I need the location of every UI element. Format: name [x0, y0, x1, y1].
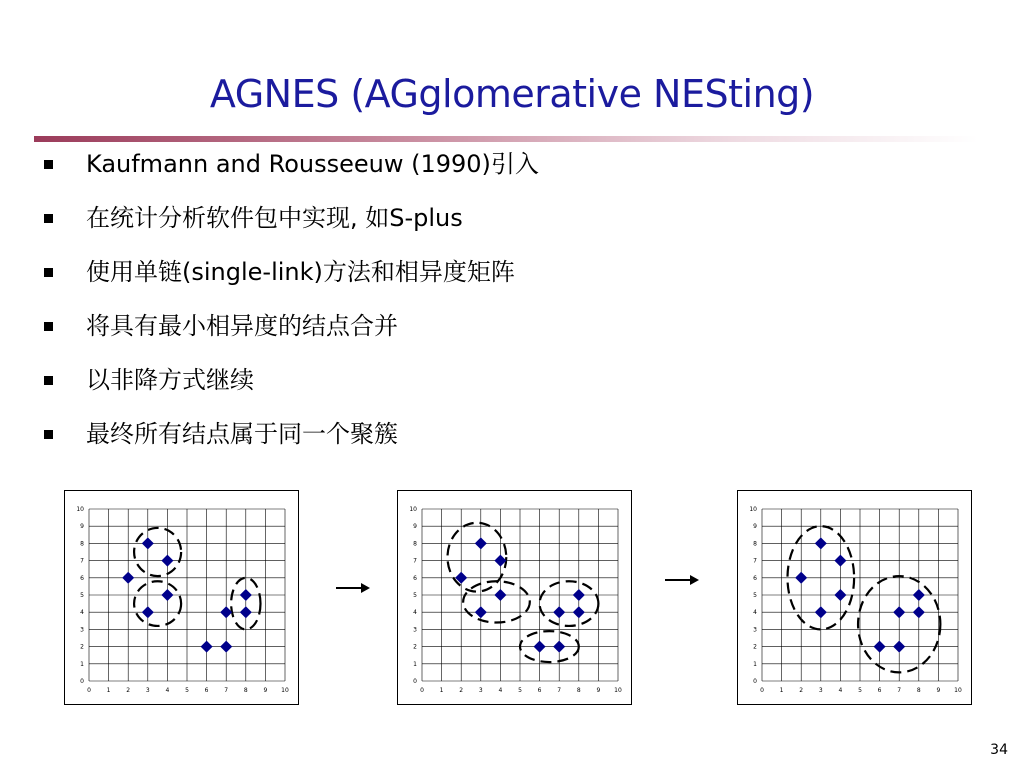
right-arrow-icon: [335, 580, 371, 596]
y-tick-label: 5: [413, 592, 417, 599]
y-tick-label: 10: [76, 506, 84, 513]
y-tick-label: 6: [753, 574, 757, 582]
bullet-text: 以非降方式继续: [86, 366, 254, 394]
slide-title: AGNES (AGglomerative NESting): [209, 72, 815, 116]
x-tick-label: 0: [87, 687, 91, 694]
x-tick-label: 9: [263, 687, 268, 694]
x-tick-label: 9: [596, 687, 601, 694]
data-point: [494, 589, 506, 601]
chart-canvas: [738, 491, 971, 704]
cluster-ellipse: [134, 528, 181, 576]
x-tick-label: 8: [916, 687, 921, 694]
y-tick-label: 6: [413, 574, 417, 582]
data-point: [122, 572, 134, 584]
y-tick-label: 5: [80, 592, 84, 599]
bullet-item: [44, 200, 539, 254]
y-tick-label: 3: [753, 626, 757, 634]
y-tick-label: 0: [80, 678, 84, 685]
x-tick-label: 10: [281, 687, 289, 694]
scatter-chart-step-3: [737, 490, 972, 705]
data-point: [220, 641, 232, 653]
x-tick-label: 1: [439, 687, 444, 694]
bullet-item: [44, 416, 539, 470]
x-tick-label: 2: [126, 687, 131, 694]
data-point: [913, 606, 925, 618]
x-tick-label: 5: [858, 687, 862, 694]
y-tick-label: 0: [413, 678, 417, 685]
cluster-ellipse: [134, 581, 181, 626]
x-tick-label: 0: [420, 687, 424, 694]
y-tick-label: 4: [413, 609, 417, 617]
bullet-item: [44, 254, 539, 308]
y-tick-label: 9: [413, 523, 417, 531]
square-bullet-icon: [44, 214, 53, 223]
y-tick-label: 3: [413, 626, 417, 634]
y-tick-label: 1: [753, 660, 757, 668]
y-tick-label: 1: [413, 660, 417, 668]
data-point: [834, 589, 846, 601]
square-bullet-icon: [44, 430, 53, 439]
y-tick-label: 8: [80, 540, 84, 548]
x-tick-label: 7: [897, 687, 902, 694]
y-tick-label: 2: [413, 643, 417, 651]
x-tick-label: 3: [818, 687, 823, 694]
x-tick-label: 10: [954, 687, 962, 694]
y-tick-label: 8: [753, 540, 757, 548]
y-tick-label: 9: [80, 523, 84, 531]
bullet-text: 在统计分析软件包中实现, 如S-plus: [86, 204, 463, 232]
data-point: [201, 641, 213, 653]
x-tick-label: 7: [557, 687, 562, 694]
data-point: [142, 606, 154, 618]
bullet-text: Kaufmann and Rousseeuw (1990)引入: [86, 150, 539, 178]
x-tick-label: 3: [145, 687, 150, 694]
data-point: [795, 572, 807, 584]
data-point: [142, 537, 154, 549]
scatter-chart-step-2: [397, 490, 632, 705]
data-point: [240, 606, 252, 618]
square-bullet-icon: [44, 268, 53, 277]
y-tick-label: 0: [753, 678, 757, 685]
y-tick-label: 2: [753, 643, 757, 651]
bullet-list: [44, 146, 539, 470]
x-tick-label: 6: [877, 687, 882, 694]
y-tick-label: 9: [753, 523, 757, 531]
bullet-text: 将具有最小相异度的结点合并: [86, 312, 398, 340]
square-bullet-icon: [44, 160, 53, 169]
title-divider: [34, 136, 978, 142]
x-tick-label: 4: [165, 687, 170, 694]
page-number: 34: [990, 742, 1008, 758]
bullet-text: 使用单链(single-link)方法和相异度矩阵: [86, 258, 515, 286]
data-point: [240, 589, 252, 601]
y-tick-label: 5: [753, 592, 757, 599]
x-tick-label: 6: [537, 687, 542, 694]
y-tick-label: 7: [413, 557, 417, 565]
y-tick-label: 1: [80, 660, 84, 668]
right-arrow-icon: [664, 572, 700, 588]
x-tick-label: 7: [224, 687, 229, 694]
x-tick-label: 3: [478, 687, 483, 694]
data-point: [573, 589, 585, 601]
x-tick-label: 10: [614, 687, 622, 694]
y-tick-label: 10: [749, 506, 757, 513]
y-tick-label: 8: [413, 540, 417, 548]
data-point: [475, 606, 487, 618]
square-bullet-icon: [44, 376, 53, 385]
bullet-item: [44, 146, 539, 200]
y-tick-label: 6: [80, 574, 84, 582]
bullet-item: [44, 308, 539, 362]
x-tick-label: 1: [779, 687, 784, 694]
y-tick-label: 3: [80, 626, 84, 634]
chart-canvas: [398, 491, 631, 704]
bullet-text: 最终所有结点属于同一个聚簇: [86, 420, 398, 448]
bullet-item: [44, 362, 539, 416]
y-tick-label: 7: [753, 557, 757, 565]
data-point: [475, 537, 487, 549]
cluster-ellipse: [540, 581, 599, 626]
x-tick-label: 8: [243, 687, 248, 694]
data-point: [815, 606, 827, 618]
y-tick-label: 4: [753, 609, 757, 617]
y-tick-label: 2: [80, 643, 84, 651]
data-point: [573, 606, 585, 618]
data-point: [161, 555, 173, 567]
y-tick-label: 7: [80, 557, 84, 565]
x-tick-label: 6: [204, 687, 209, 694]
x-tick-label: 2: [459, 687, 464, 694]
x-tick-label: 4: [838, 687, 843, 694]
data-point: [874, 641, 886, 653]
data-point: [893, 641, 905, 653]
scatter-chart-step-1: [64, 490, 299, 705]
x-tick-label: 9: [936, 687, 941, 694]
data-point: [834, 555, 846, 567]
data-point: [161, 589, 173, 601]
x-tick-label: 2: [799, 687, 804, 694]
data-point: [815, 537, 827, 549]
data-point: [534, 641, 546, 653]
chart-canvas: [65, 491, 298, 704]
data-point: [553, 641, 565, 653]
data-point: [553, 606, 565, 618]
x-tick-label: 0: [760, 687, 764, 694]
y-tick-label: 4: [80, 609, 84, 617]
data-point: [913, 589, 925, 601]
x-tick-label: 1: [106, 687, 111, 694]
x-tick-label: 8: [576, 687, 581, 694]
square-bullet-icon: [44, 322, 53, 331]
y-tick-label: 10: [409, 506, 417, 513]
x-tick-label: 4: [498, 687, 503, 694]
data-point: [893, 606, 905, 618]
x-tick-label: 5: [518, 687, 522, 694]
x-tick-label: 5: [185, 687, 189, 694]
